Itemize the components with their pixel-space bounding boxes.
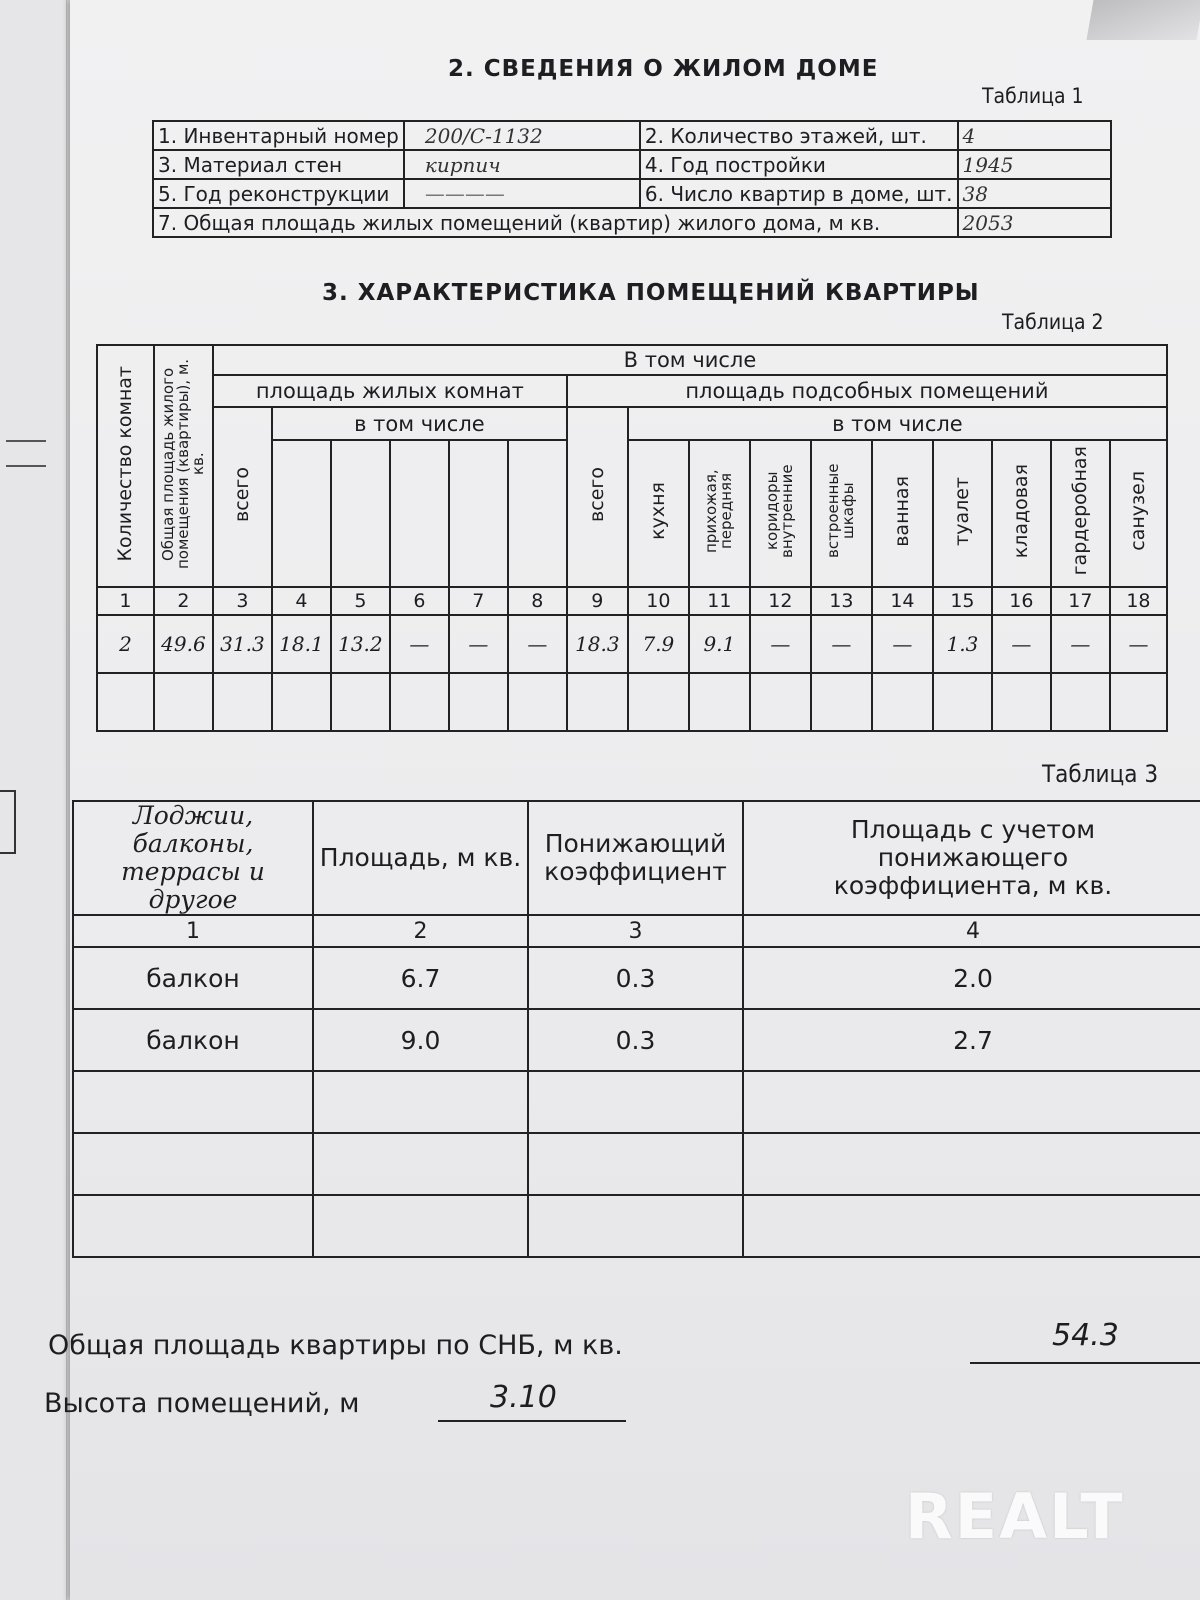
table-cell: 7. Общая площадь жилых помещений (квартир) жилого дома, м кв. [153,208,958,237]
table-cell [628,673,689,731]
header-text: всего [586,467,609,522]
table-row [73,1009,1200,1071]
table-cell: 13 [811,587,872,615]
header-text: санузел [1127,471,1150,551]
table-cell: 2 [97,615,154,673]
header-text: кухня [647,482,670,540]
header-living: площадь жилых комнат [213,375,567,407]
table-cell [272,673,331,731]
table-cell [933,673,992,731]
table-cell [528,1071,743,1133]
table-cell: 1 [97,587,154,615]
table-cell [449,673,508,731]
table-cell [390,440,449,587]
table-row [73,1195,1200,1257]
table-cell: 1.3 [933,615,992,673]
table-3-caption: Таблица 3 [1042,760,1159,788]
aux-col-header [872,440,933,587]
table-header: Лоджии, балконы, террасы и другое [73,801,313,915]
table-cell [73,1195,313,1257]
table-cell [743,1195,1200,1257]
table-cell: 11 [689,587,750,615]
table-cell: 4 [272,587,331,615]
table-cell: балкон [73,947,313,1009]
table-cell [528,1133,743,1195]
table-cell: 31.3 [213,615,272,673]
header-text: встроенные шкафы [824,463,858,559]
table-cell [449,440,508,587]
table-cell: 4 [743,915,1200,947]
table-cell: 2 [313,915,528,947]
column-number-row [73,915,1200,947]
table-cell: 2.7 [743,1009,1200,1071]
table-cell: 9.1 [689,615,750,673]
table-row [73,801,1200,915]
table-cell: 3. Материал стен [153,150,404,179]
header-all-aux [567,407,628,587]
table-cell [811,673,872,731]
table-cell: 0.3 [528,1009,743,1071]
table-cell [743,1071,1200,1133]
aux-col-header [1110,440,1167,587]
header-text: всего [231,467,254,522]
table-cell [508,440,567,587]
table-cell: — [449,615,508,673]
margin-mark [6,465,46,467]
apartment-rooms-table [96,344,1168,732]
table-cell: — [872,615,933,673]
table-row [73,1133,1200,1195]
table-cell: — [750,615,811,673]
table-cell: 12 [750,587,811,615]
header-text: Количество комнат [114,365,137,562]
table-cell [97,673,154,731]
aux-col-header [689,440,750,587]
margin-box [0,790,16,854]
room-height-label: Высота помещений, м [44,1388,360,1419]
table-cell [689,673,750,731]
aux-col-header [628,440,689,587]
table-cell [528,1195,743,1257]
table-row [97,375,1167,407]
header-text: туалет [951,476,974,546]
table-row [97,615,1167,673]
table-cell: 15 [933,587,992,615]
section-2-title: 2. СВЕДЕНИЯ О ЖИЛОМ ДОМЕ [448,56,879,82]
table-cell: — [1051,615,1110,673]
table-cell: 49.6 [154,615,213,673]
table-cell: кирпич [404,150,640,179]
table-cell [1051,673,1110,731]
table-header: Понижающий коэффициент [528,801,743,915]
table-cell: — [992,615,1051,673]
header-rooms [97,345,154,587]
table-cell: 16 [992,587,1051,615]
table-cell: 9 [567,587,628,615]
header-all-living [213,407,272,587]
table-cell [508,673,567,731]
table-cell [331,673,390,731]
aux-col-header [933,440,992,587]
table-1-caption: Таблица 1 [982,84,1084,108]
table-cell: 4. Год постройки [640,150,958,179]
header-text: кладовая [1010,463,1033,559]
room-height-value: 3.10 [490,1380,557,1415]
table-cell: 1. Инвентарный номер [153,121,404,150]
margin-mark [6,440,46,442]
table-header: Площадь, м кв. [313,801,528,915]
table-row [73,1071,1200,1133]
table-cell: — [390,615,449,673]
house-info-table [152,120,1112,238]
table-cell [567,673,628,731]
column-number-row [97,587,1167,615]
header-total-area [154,345,213,587]
table-cell [272,440,331,587]
header-text: коридоры внутренние [763,464,797,558]
table-cell: 2053 [958,208,1111,237]
header-incl: В том числе [213,345,1167,375]
table-cell [743,1133,1200,1195]
header-text: прихожая, передняя [702,469,736,553]
table-row [153,121,1111,150]
table-cell [750,673,811,731]
aux-col-header [750,440,811,587]
underline [438,1420,626,1422]
table-cell [313,1071,528,1133]
table-cell: 3 [213,587,272,615]
table-cell: 17 [1051,587,1110,615]
table-cell: 9.0 [313,1009,528,1071]
table-row [97,407,1167,440]
header-text: Общая площадь жилого помещения (квартиры), м. кв. [158,358,207,569]
table-cell [313,1133,528,1195]
realt-watermark-logo: REALT [905,1480,1125,1553]
table-cell: 38 [958,179,1111,208]
table-cell: 7 [449,587,508,615]
aux-col-header [1051,440,1110,587]
table-cell: 10 [628,587,689,615]
table-cell [390,673,449,731]
section-3-title: 3. ХАРАКТЕРИСТИКА ПОМЕЩЕНИЙ КВАРТИРЫ [322,280,980,306]
aux-col-header [992,440,1051,587]
table-cell: ———— [404,179,640,208]
table-2-caption: Таблица 2 [1002,310,1104,334]
header-incl3: в том числе [628,407,1167,440]
table-cell: 2.0 [743,947,1200,1009]
table-row [153,208,1111,237]
page-curl [1086,0,1200,40]
table-cell: 6 [390,587,449,615]
table-cell [313,1195,528,1257]
header-text: ванная [891,475,914,547]
header-incl2: в том числе [272,407,567,440]
table-cell: 8 [508,587,567,615]
table-cell: 7.9 [628,615,689,673]
table-row [97,673,1167,731]
table-cell: балкон [73,1009,313,1071]
table-cell: 13.2 [331,615,390,673]
table-cell [73,1133,313,1195]
table-cell: 18.3 [567,615,628,673]
table-cell: 200/С-1132 [404,121,640,150]
table-cell: — [508,615,567,673]
aux-col-header [811,440,872,587]
underline [970,1362,1200,1364]
table-cell: 5. Год реконструкции [153,179,404,208]
table-row [73,947,1200,1009]
table-cell [73,1071,313,1133]
table-cell [331,440,390,587]
table-cell [1110,673,1167,731]
table-cell: 5 [331,587,390,615]
table-cell: 18.1 [272,615,331,673]
table-cell: 4 [958,121,1111,150]
table-cell: 2 [154,587,213,615]
table-cell: 1945 [958,150,1111,179]
table-cell: 6. Число квартир в доме, шт. [640,179,958,208]
total-area-label: Общая площадь квартиры по СНБ, м кв. [48,1330,623,1361]
header-text: гардеробная [1069,446,1092,576]
table-cell: 2. Количество этажей, шт. [640,121,958,150]
table-cell: 0.3 [528,947,743,1009]
table-row [153,179,1111,208]
table-row [97,345,1167,375]
table-cell: 18 [1110,587,1167,615]
header-aux: площадь подсобных помещений [567,375,1167,407]
table-cell [154,673,213,731]
total-area-value: 54.3 [1052,1318,1119,1353]
table-cell [213,673,272,731]
table-cell [992,673,1051,731]
table-row [153,150,1111,179]
table-cell: 3 [528,915,743,947]
table-header: Площадь с учетом понижающего коэффициента, м кв. [743,801,1200,915]
table-cell: 14 [872,587,933,615]
table-cell: — [811,615,872,673]
table-cell: 6.7 [313,947,528,1009]
balconies-table [72,800,1200,1258]
table-cell [872,673,933,731]
table-cell: 1 [73,915,313,947]
table-cell: — [1110,615,1167,673]
